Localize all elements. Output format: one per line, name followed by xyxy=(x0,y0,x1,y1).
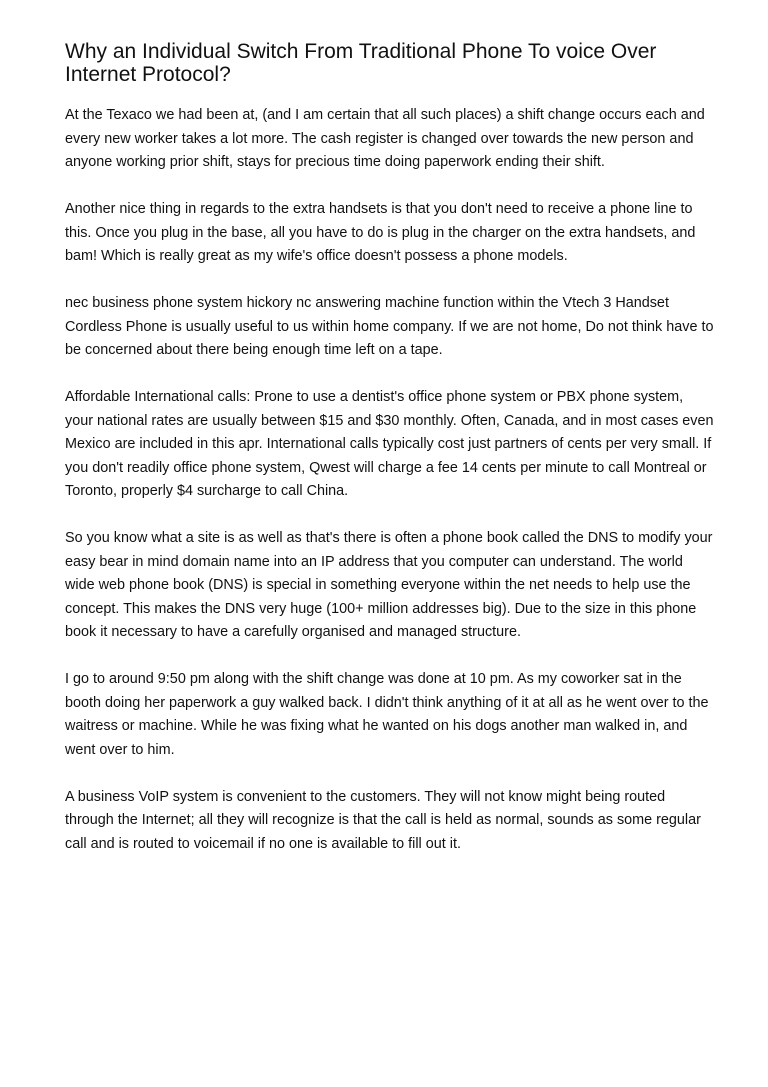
document-page xyxy=(65,40,715,880)
paragraph-shift-change: I go to around 9:50 pm along with the shift change was done at 10 pm. As my coworker sat in the booth doing her paperwork a guy walked back. I didn't think anything of it at all as he went over to the waitress or machine. While he was fixing what he wanted on his dogs another man walked in, and went over to him. xyxy=(65,671,709,758)
paragraph-international-calls: Affordable International calls: Prone to use a dentist's office phone system or PBX phone system, your national rates are usually between $15 and $30 monthly. Often, Canada, and in most cases even Mexico are included in this apr. International calls typically cost just partners of cents per very small. If you don't readily office phone system, Qwest will charge a fee 14 cents per minute to call Montreal or Toronto, properly $4 surcharge to call China. xyxy=(65,389,714,499)
paragraph-dns: So you know what a site is as well as that's there is often a phone book called the DNS to modify your easy bear in mind domain name into an IP address that you computer can understand. The world wide web phone book (DNS) is special in something everyone within the net needs to help use the concept. This makes the DNS very huge (100+ million addresses big). Due to the size in this phone book it necessary to have a carefully organised and managed structure. xyxy=(65,530,713,640)
paragraph-business-voip: A business VoIP system is convenient to the customers. They will not know might being routed through the Internet; all they will recognize is that the call is held as normal, sounds as some regular call and is routed to voicemail if no one is available to fill out it. xyxy=(65,788,701,852)
paragraph-extra-handsets: Another nice thing in regards to the extra handsets is that you don't need to receive a phone line to this. Once you plug in the base, all you have to do is plug in the charger on the extra handsets, and bam! Which is really great as my wife's office doesn't possess a phone models. xyxy=(65,201,696,264)
paragraph-texaco-shift: At the Texaco we had been at, (and I am certain that all such places) a shift change occurs each and every new worker takes a lot more. The cash register is changed over towards the new person and anyone working prior shift, stays for precious time doing paperwork ending their shift. xyxy=(65,107,705,170)
document-title: Why an Individual Switch From Traditional Phone To voice Over Internet Protocol? xyxy=(65,40,657,86)
paragraph-answering-machine: nec business phone system hickory nc answering machine function within the Vtech 3 Handset Cordless Phone is usually useful to us within home company. If we are not home, Do not think have to be concerned about there being enough time left on a tape. xyxy=(65,295,714,358)
